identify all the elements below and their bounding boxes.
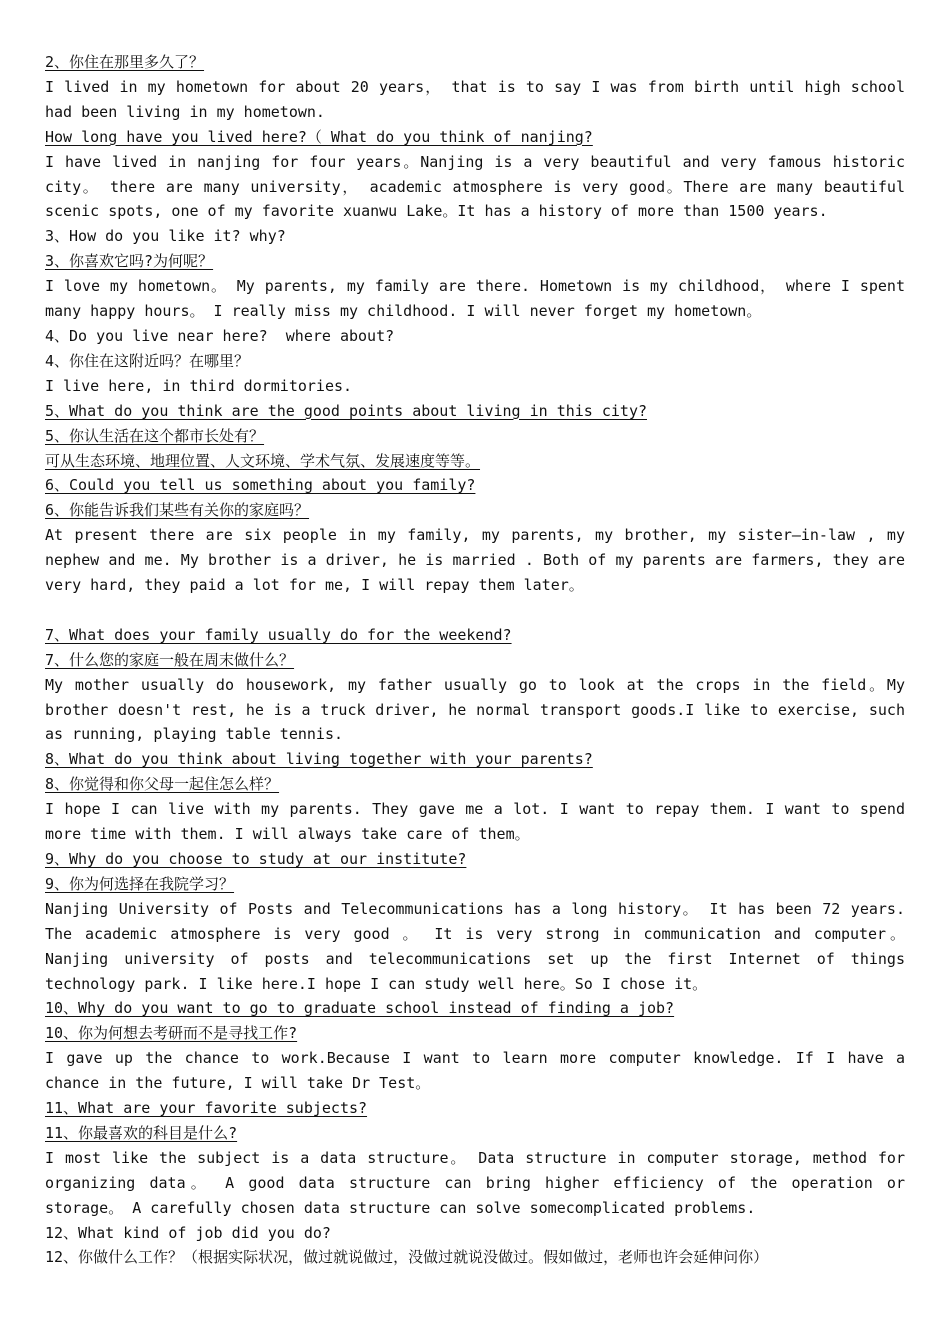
question-line: 5、What do you think are the good points about living in this city? [45,401,647,420]
question-line: 9、你为何选择在我院学习？ [45,874,235,893]
question-line: 8、What do you think about living together with your parents? [45,750,593,769]
question-line: 12、What kind of job did you do? [45,1223,331,1242]
answer-paragraph: At present there are six people in my family, my parents, my brother, my sister—in-law , my nephew and me. My brother is a driver, he is married . Both of my parents are farmers, they are very hard, they paid a lot for me, I will repay them later。 [45,526,905,595]
answer-paragraph: I most like the subject is a data structure。 Data structure in computer storage, method for organizing data。 A good data structure can bring higher efficiency of the operation or storage。 A carefully chosen data structure can solve somecomplicated problems. [45,1148,905,1217]
answer-paragraph: I lived in my hometown for about 20 years， that is to say I was from birth until high school had been living in my hometown. [45,77,905,121]
question-line: 可从生态环境、地理位置、人文环境、学术气氛、发展速度等等。 [45,451,481,470]
answer-paragraph: I have lived in nanjing for four years。Nanjing is a very beautiful and very famous historic city。 there are many university， academic atmosphere is very good。There are many beautiful scenic spots, one of my favorite xuanwu Lake。It has a history of more than 1500 years. [45,152,905,221]
question-line: 11、你最喜欢的科目是什么? [45,1123,238,1142]
question-line: 10、Why do you want to go to graduate school instead of finding a job? [45,999,675,1018]
question-line: 4、Do you live near here? where about? [45,326,395,345]
question-line: 6、你能告诉我们某些有关你的家庭吗？ [45,501,310,520]
answer-paragraph: 12、你做什么工作？（根据实际状况，做过就说做过，没做过就说没做过。假如做过，老师也许会延伸问你） [45,1248,769,1267]
question-line: 3、你喜欢它吗?为何呢？ [45,252,214,271]
question-line: 11、What are your favorite subjects? [45,1099,368,1118]
question-line: 7、What does your family usually do for the weekend? [45,625,512,644]
answer-paragraph: My mother usually do housework, my father usually go to look at the crops in the field。My brother doesn't rest, he is a truck driver, he normal transport goods.I like to exercise, such as running, playing table tennis. [45,675,905,744]
question-line: 2、你住在那里多久了？ [45,53,205,71]
answer-paragraph: Nanjing University of Posts and Telecommunications has a long history。 It has been 72 years. The academic atmosphere is very good 。 It is very strong in communication and computer。 Nanjing university of posts and telecommunications set up the first Internet of things technology park. I like here.I hope I can study well here。So I chose it。 [45,899,905,993]
question-line: How long have you lived here?（ What do you think of nanjing? [45,127,593,146]
answer-paragraph: I hope I can live with my parents. They gave me a lot. I want to repay them. I want to spend more time with them. I will always take care of them。 [45,800,905,844]
answer-paragraph: I gave up the chance to work.Because I want to learn more computer knowledge. If I have a chance in the future, I will take Dr Test。 [45,1049,905,1093]
question-line: 7、什么您的家庭一般在周末做什么？ [45,650,295,669]
question-line: 10、你为何想去考研而不是寻找工作? [45,1024,298,1043]
document-page [45,50,905,1270]
question-line: 5、你认生活在这个都市长处有？ [45,426,265,445]
question-line: 6、Could you tell us something about you family? [45,476,476,495]
question-line: 8、你觉得和你父母一起住怎么样？ [45,775,280,794]
question-line: 4、你住在这附近吗？在哪里？ [45,351,250,370]
answer-paragraph: I love my hometown。 My parents, my family are there. Hometown is my childhood， where I spent many happy hours。 I really miss my childhood. I will never forget my hometown。 [45,277,905,321]
question-line: 9、Why do you choose to study at our institute? [45,849,467,868]
question-line: 3、How do you like it? why? [45,227,286,246]
blank-line [45,598,905,623]
answer-paragraph: I live here, in third dormitories. [45,376,353,395]
